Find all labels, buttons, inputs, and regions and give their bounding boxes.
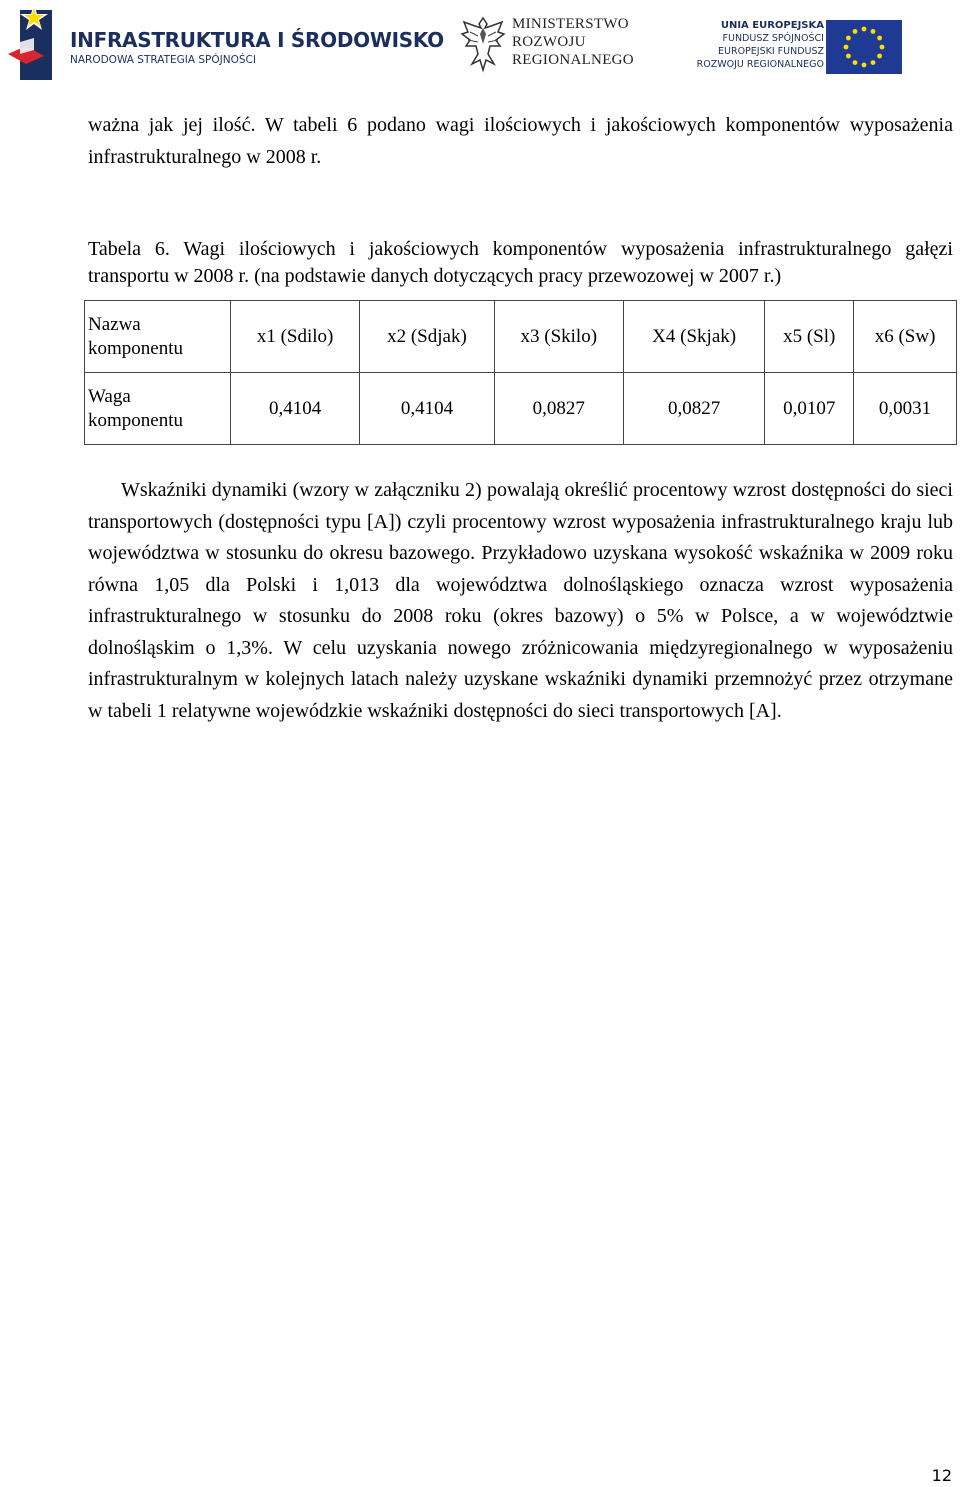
- table-cell: 0,4104: [231, 373, 360, 445]
- table-cell: x6 (Sw): [854, 301, 957, 373]
- ministerstwo-logo-line1: MINISTERSTWO: [512, 16, 629, 32]
- ministerstwo-logo: [458, 10, 658, 76]
- row-label-name: Nazwa komponentu: [85, 301, 231, 373]
- ministerstwo-logo-line3: REGIONALNEGO: [512, 52, 634, 68]
- table-cell: 0,0031: [854, 373, 957, 445]
- table-row: [85, 373, 957, 445]
- table-cell: X4 (Skjak): [623, 301, 765, 373]
- paragraph-intro: ważna jak jej ilość. W tabeli 6 podano wagi ilościowych i jakościowych komponentów wyposażenia infrastrukturalnego w 2008 r.: [88, 114, 953, 168]
- eu-logo-line1: UNIA EUROPEJSKA: [720, 20, 824, 31]
- table-cell: 0,4104: [360, 373, 494, 445]
- eu-logo-line4: ROZWOJU REGIONALNEGO: [696, 59, 824, 70]
- table-cell: 0,0827: [623, 373, 765, 445]
- table-caption: Tabela 6. Wagi ilościowych i jakościowych komponentów wyposażenia infrastrukturalnego gałęzi transportu w 2008 r. (na podstawie danych dotyczących pracy przewozowej w 2007 r.): [88, 238, 953, 287]
- table-cell: x3 (Skilo): [494, 301, 623, 373]
- paragraph-dynamics: Wskaźniki dynamiki (wzory w załączniku 2) powalają określić procentowy wzrost dostępności do sieci transportowych (dostępności typu [A]) czyli procentowy wzrost wyposażenia infrastrukturalnego kraju lub województwa w stosunku do okresu bazowego. Przykładowo uzyskana wysokość wskaźnika w 2009 roku równa 1,05 dla Polski i 1,013 dla województwa dolnośląskiego oznacza wzrost wyposażenia infrastrukturalnego w stosunku do 2008 roku (okres bazowy) o 5% w Polsce, a w województwie dolnośląskim o 1,3%. W celu uzyskania nowego zróżnicowania międzyregionalnego w wyposażeniu infrastrukturalnym w kolejnych latach należy uzyskane wskaźniki dynamiki przemnożyć przez otrzymane w tabeli 1 relatywne wojewódzkie wskaźniki dostępności do sieci transportowych [A].: [88, 479, 953, 722]
- table-cell: 0,0107: [765, 373, 854, 445]
- table-cell: x2 (Sdjak): [360, 301, 494, 373]
- page-header: [0, 0, 960, 90]
- infrastruktura-logo: [4, 2, 444, 84]
- weights-table: [84, 300, 957, 445]
- table-row: [85, 301, 957, 373]
- table-cell: 0,0827: [494, 373, 623, 445]
- page-number: 12: [931, 1466, 952, 1485]
- eu-logo-line2: FUNDUSZ SPÓJNOŚCI: [722, 33, 824, 44]
- infrastruktura-logo-subtitle: NARODOWA STRATEGIA SPÓJNOŚCI: [70, 54, 256, 66]
- table-cell: x5 (Sl): [765, 301, 854, 373]
- eagle-emblem-icon: [458, 14, 508, 74]
- eu-logo-line3: EUROPEJSKI FUNDUSZ: [718, 46, 824, 57]
- ministerstwo-logo-line2: ROZWOJU: [512, 34, 586, 50]
- row-label-weight: Waga komponentu: [85, 373, 231, 445]
- eu-logo: [690, 14, 910, 74]
- eu-flag-icon: [826, 20, 902, 74]
- nss-emblem-icon: [4, 2, 64, 84]
- table-cell: x1 (Sdilo): [231, 301, 360, 373]
- infrastruktura-logo-title: INFRASTRUKTURA I ŚRODOWISKO: [70, 28, 444, 52]
